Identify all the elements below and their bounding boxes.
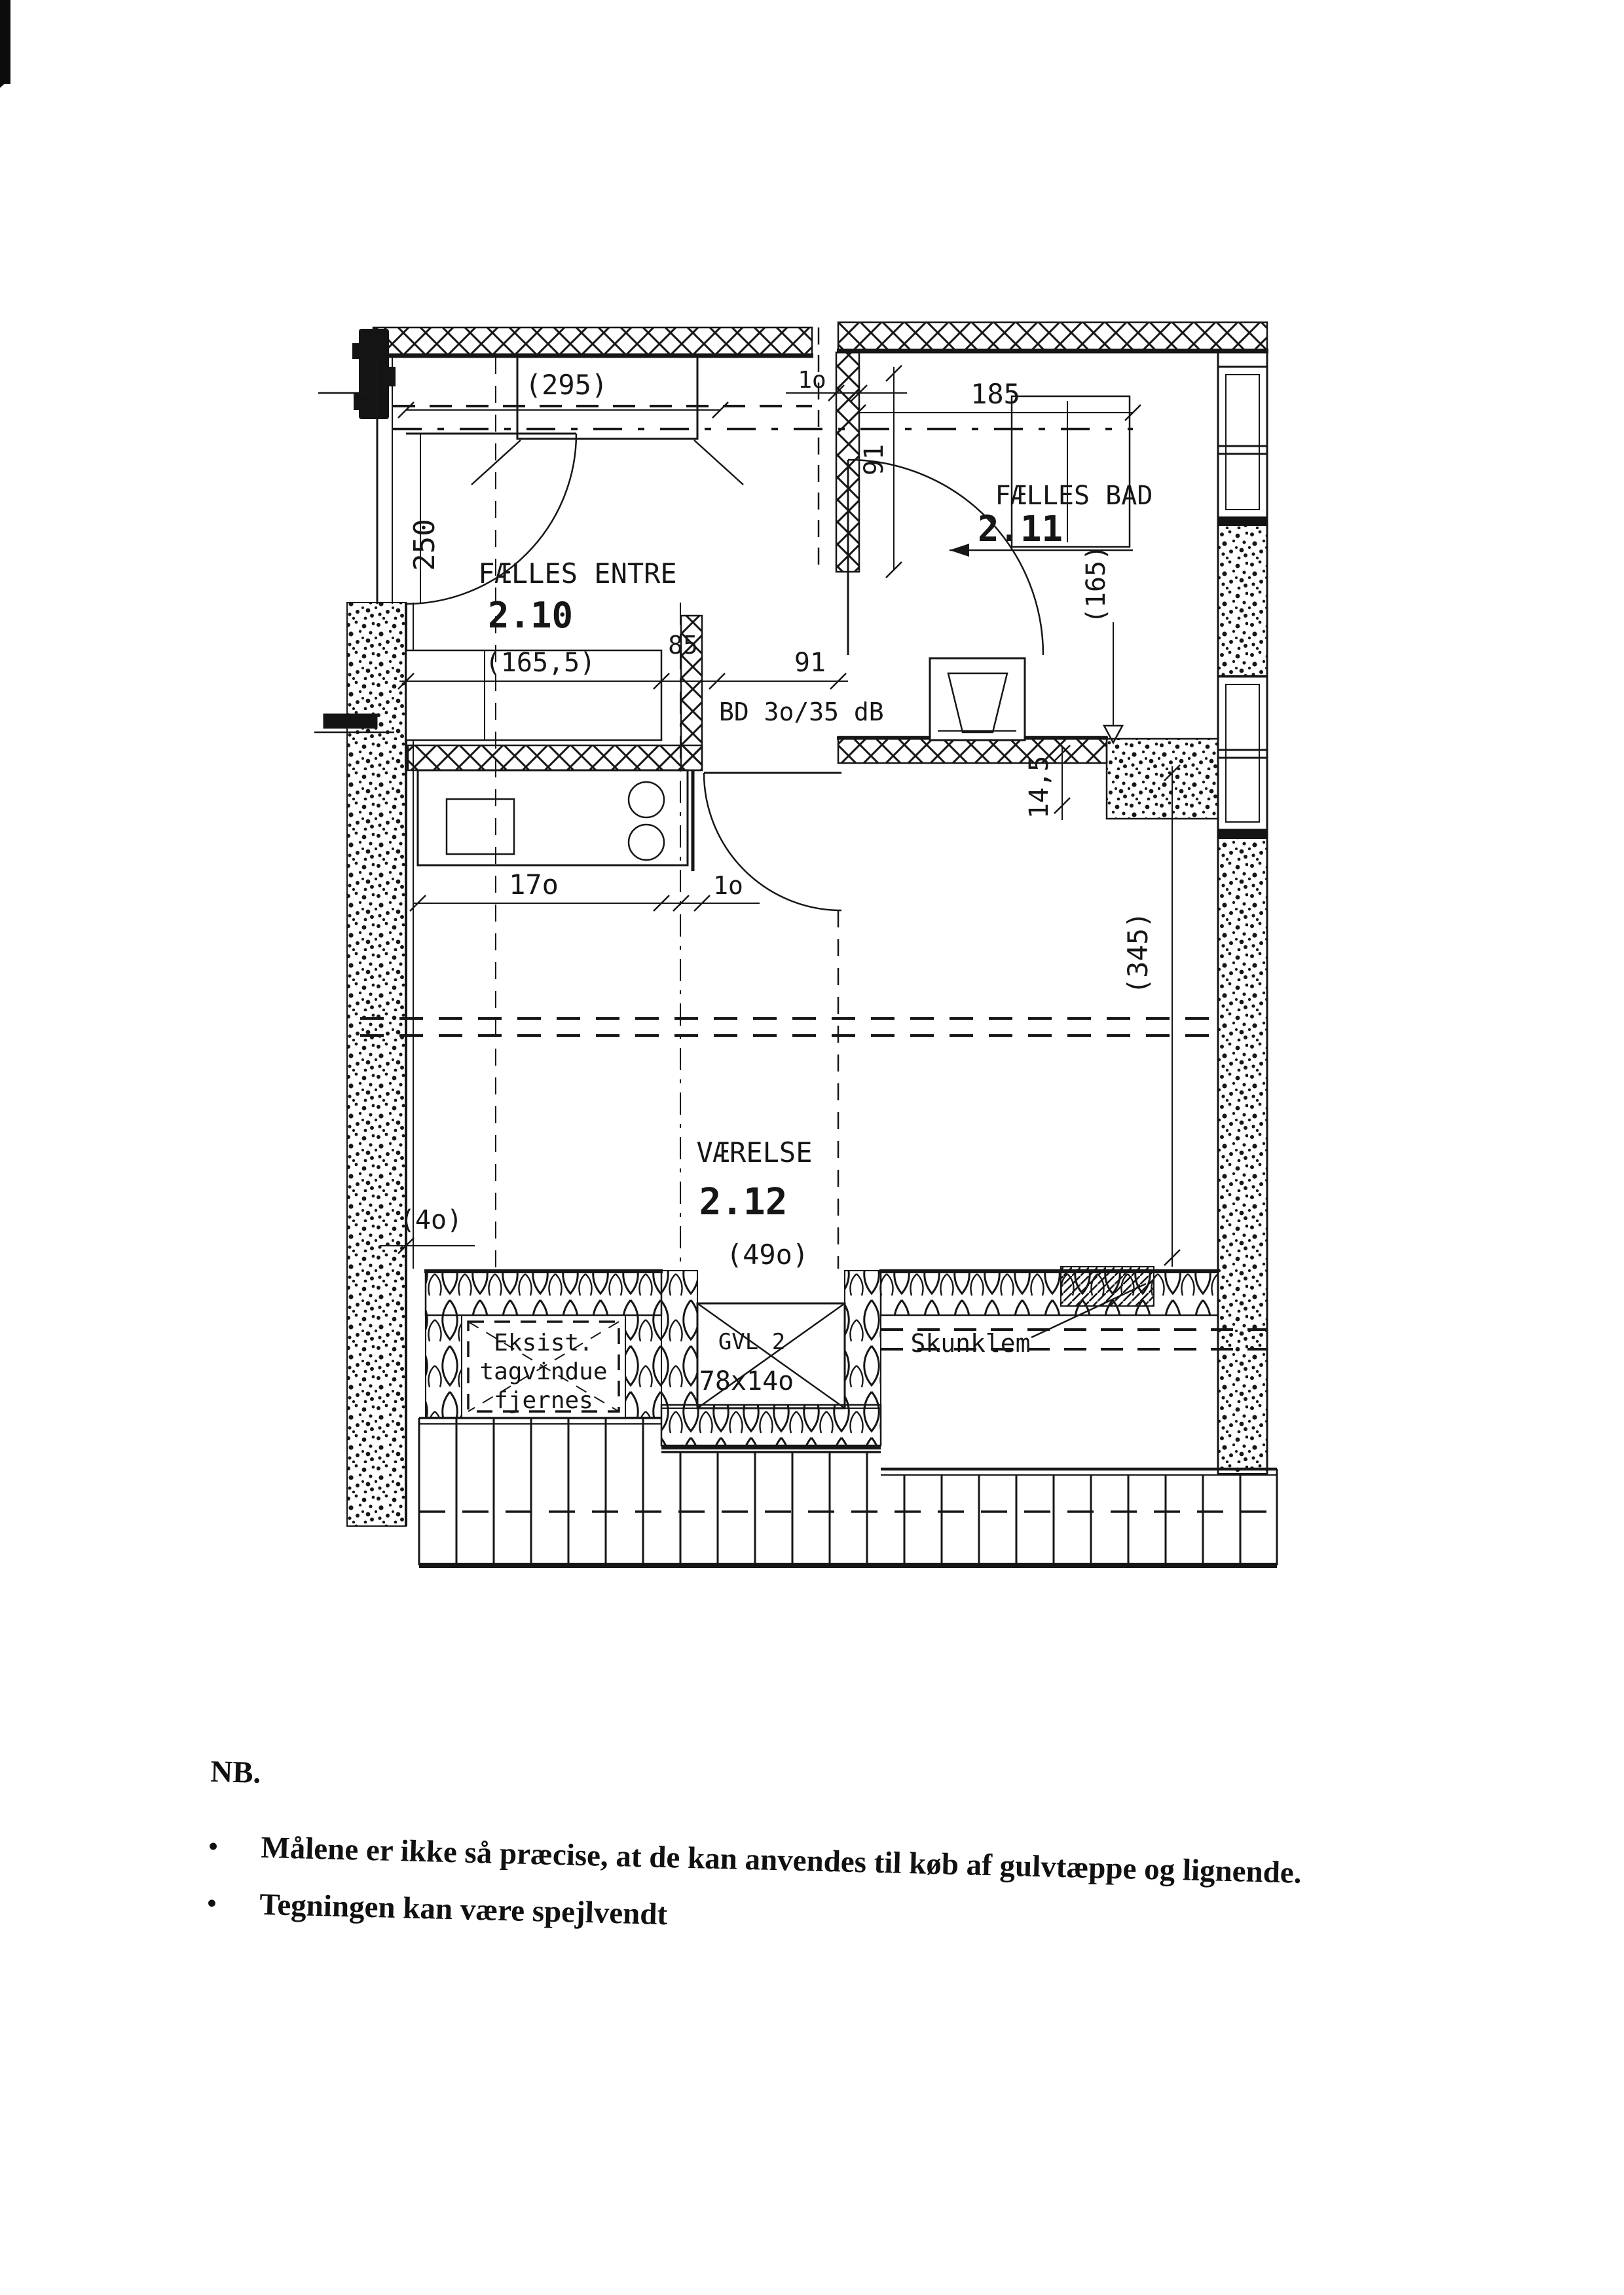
bullet-icon: •: [206, 1888, 217, 1918]
removal-line3: fjernes: [494, 1387, 593, 1414]
note-text-2: Tegningen kan være spejlvendt: [259, 1887, 668, 1931]
left-wall-stippled: [347, 603, 413, 1526]
window-bay-center: [661, 1271, 881, 1447]
dim-10-mid: 1o: [713, 871, 743, 900]
removal-line1: Eksist.: [494, 1330, 593, 1356]
floor-plan: [314, 288, 1297, 1598]
removal-line2: tagvindue: [479, 1358, 608, 1385]
floor-plan-drawing: [314, 288, 1297, 1598]
right-wall: [1218, 352, 1267, 1474]
dim-250: 250: [408, 519, 441, 571]
room-bad-number: 2.11: [977, 508, 1063, 550]
room-vaerelse-name: VÆRELSE: [696, 1136, 813, 1168]
top-wall-entre: [372, 327, 813, 357]
dim-10-top: 1o: [798, 367, 826, 394]
dim-85: 85: [668, 631, 698, 660]
dim-345: (345): [1122, 911, 1154, 995]
door-sound-label: BD 3o/35 dB: [719, 698, 884, 726]
room-bad-name: FÆLLES BAD: [995, 481, 1153, 511]
room-entre-size: (165,5): [485, 648, 596, 678]
dim-40: (4o): [399, 1205, 463, 1235]
room-vaerelse-number: 2.12: [699, 1181, 788, 1223]
room-bad-size: (165): [1081, 544, 1111, 624]
dim-91-h: 91: [794, 648, 826, 678]
roof-window-code: GVL 2: [718, 1329, 786, 1355]
skunklem-label: Skunklem: [910, 1329, 1031, 1358]
dim-295: (295): [525, 369, 608, 401]
note-item: [207, 1884, 1360, 1951]
scan-artifact-corner: [0, 0, 10, 84]
bullet-icon: •: [208, 1831, 219, 1861]
room-vaerelse-size: (49o): [726, 1239, 809, 1271]
plan-labels: [399, 367, 1154, 1414]
note-item: [208, 1827, 1361, 1894]
room-entre-name: FÆLLES ENTRE: [478, 557, 677, 589]
room-entre-number: 2.10: [487, 595, 574, 636]
washbasin: [930, 658, 1025, 740]
top-wall-bath: [837, 322, 1268, 352]
kitchen-counter: [418, 770, 688, 865]
bottom-wall-right: [879, 1267, 1219, 1315]
note-text-1: Målene er ikke så præcise, at de kan anvendes til køb af gulvtæppe og lignende.: [260, 1830, 1302, 1890]
notes-section: [206, 1754, 1363, 1969]
roof-window-size: 78x14o: [699, 1366, 794, 1396]
dim-185: 185: [970, 378, 1020, 410]
dim-91-v: 91: [859, 443, 889, 476]
dim-145: 14,5: [1024, 755, 1054, 819]
notes-heading: NB.: [210, 1754, 261, 1790]
dim-170: 17o: [509, 868, 559, 901]
